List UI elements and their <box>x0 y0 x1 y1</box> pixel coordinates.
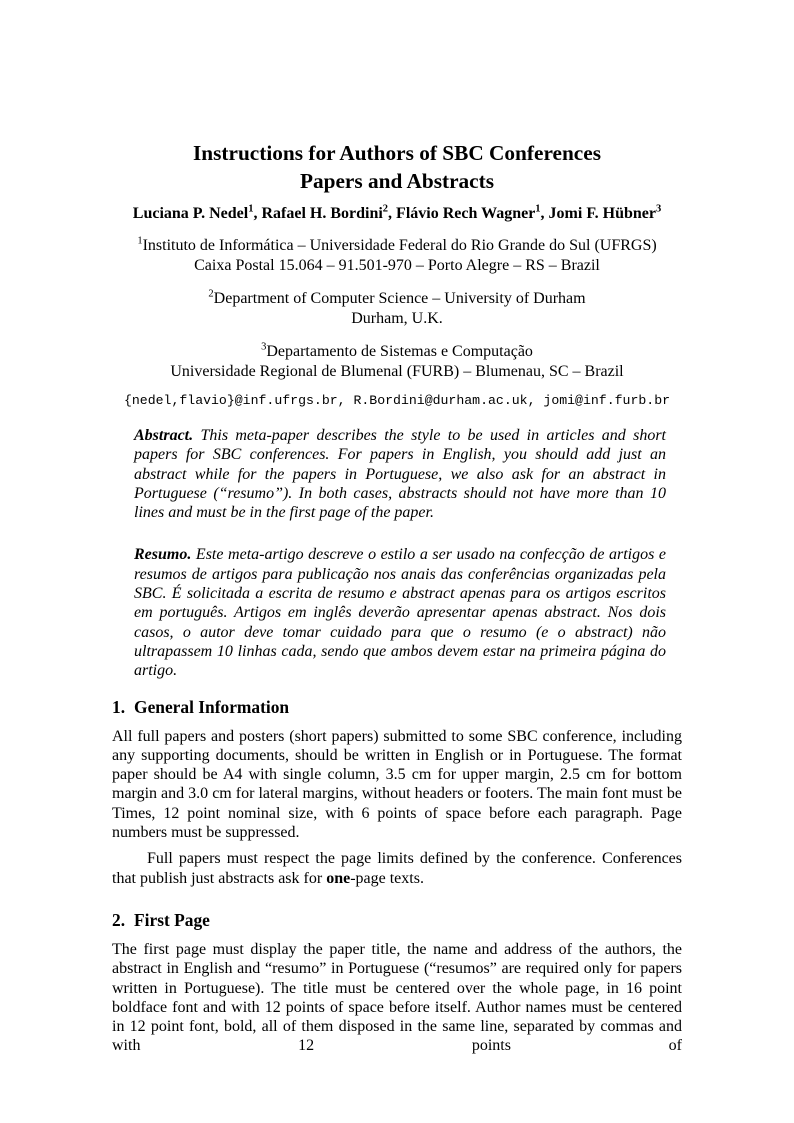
section-1-paragraph-2-bold-word: one <box>326 869 351 887</box>
section-1-paragraph-2 <box>112 849 682 888</box>
affiliation-1-line-1 <box>112 236 682 256</box>
section-1-heading <box>112 696 682 718</box>
affiliation-1-address: Caixa Postal 15.064 – 91.501-970 – Porto Alegre – RS – Brazil <box>194 257 600 274</box>
author-name-1: Luciana P. Nedel <box>132 205 249 222</box>
section-1-number: 1. <box>112 696 126 717</box>
section-1-paragraph-2-pre: Full papers must respect the page limits defined by the conference. Conferences that publish just abstracts ask for <box>112 850 682 887</box>
section-2-heading <box>112 909 682 931</box>
section-2-number: 2. <box>112 909 126 930</box>
email-line: {nedel,flavio}@inf.ufrgs.br, R.Bordini@durham.ac.uk, jomi@inf.furb.br <box>123 393 671 408</box>
author-affiliation-marker-1: 1 <box>248 203 254 215</box>
affiliation-2-line-1 <box>112 289 682 309</box>
paper-title-line1: Instructions for Authors of SBC Conferences <box>193 141 601 165</box>
section-2-title: First Page <box>134 909 210 930</box>
affiliation-block-2 <box>112 289 682 329</box>
section-1-title: General Information <box>134 696 290 717</box>
affiliation-marker-2: 2 <box>208 288 214 300</box>
author-name-4: , Jomi F. Hübner <box>540 205 656 222</box>
affiliation-2-address: Durham, U.K. <box>351 310 443 327</box>
affiliation-2-institution: Department of Computer Science – University of Durham <box>213 290 586 307</box>
author-affiliation-marker-4: 3 <box>655 203 662 215</box>
affiliation-3-line-1 <box>112 342 682 362</box>
affiliation-marker-3: 3 <box>261 341 267 353</box>
resumo-block <box>134 545 666 680</box>
resumo-label: Resumo. <box>134 546 192 564</box>
paper-title <box>112 139 682 195</box>
author-affiliation-marker-3: 1 <box>535 203 541 215</box>
affiliation-block-3 <box>112 342 682 382</box>
section-2-paragraph-1: The first page must display the paper title, the name and address of the authors, the abstract in English and “resumo” in Portuguese (“resumos” are required only for papers written in Portuguese). The title must be centered over the whole page, in 16 point boldface font and with 12 points of space before itself. Author names must be centered in 12 point font, bold, all of them disposed in the same line, separated by commas and with 12 points of <box>112 940 682 1055</box>
section-1-paragraph-2-post: -page texts. <box>350 869 424 887</box>
affiliation-3-institution: Departamento de Sistemas e Computação <box>266 343 533 360</box>
author-affiliation-marker-2: 2 <box>382 203 389 215</box>
abstract-block <box>134 426 666 522</box>
affiliation-marker-1: 1 <box>137 235 143 247</box>
author-name-2: , Rafael H. Bordini <box>253 205 383 222</box>
abstract-label: Abstract. <box>134 427 194 444</box>
section-1-paragraph-1: All full papers and posters (short papers) submitted to some SBC conference, including any supporting documents, should be written in English or in Portuguese. The format paper should be A4 with single column, 3.5 cm for upper margin, 2.5 cm for bottom margin and 3.0 cm for lateral margins, without headers or footers. The main font must be Times, 12 point nominal size, with 6 points of space before each paragraph. Page numbers must be suppressed. <box>112 727 682 842</box>
paper-title-line2: Papers and Abstracts <box>299 169 495 193</box>
abstract-text: This meta-paper describes the style to be used in articles and short papers for SBC conferences. For papers in English, you should add just an abstract while for the papers in Portuguese, we also ask for an abstract in Portuguese (“resumo”). In both cases, abstracts should not have more than 10 lines and must be in the first page of the paper. <box>134 427 666 522</box>
resumo-text: Este meta-artigo descreve o estilo a ser usado na confecção de artigos e resumos de artigos para publicação nos anais das conferências organizadas pela SBC. É solicitada a escrita de resumo e abstract apenas para os artigos escritos em português. Artigos em inglês deverão apresentar apenas abstract. Nos dois casos, o autor deve tomar cuidado para que o resumo (e o abstract) não ultrapassem 10 linhas cada, sendo que ambos devem estar na primeira página do artigo. <box>134 546 667 680</box>
author-line <box>112 204 682 223</box>
author-name-3: , Flávio Rech Wagner <box>388 205 536 222</box>
affiliation-1-institution: Instituto de Informática – Universidade Federal do Rio Grande do Sul (UFRGS) <box>142 237 657 254</box>
affiliation-block-1 <box>112 236 682 276</box>
affiliation-3-address: Universidade Regional de Blumenal (FURB) – Blumenau, SC – Brazil <box>170 363 624 380</box>
